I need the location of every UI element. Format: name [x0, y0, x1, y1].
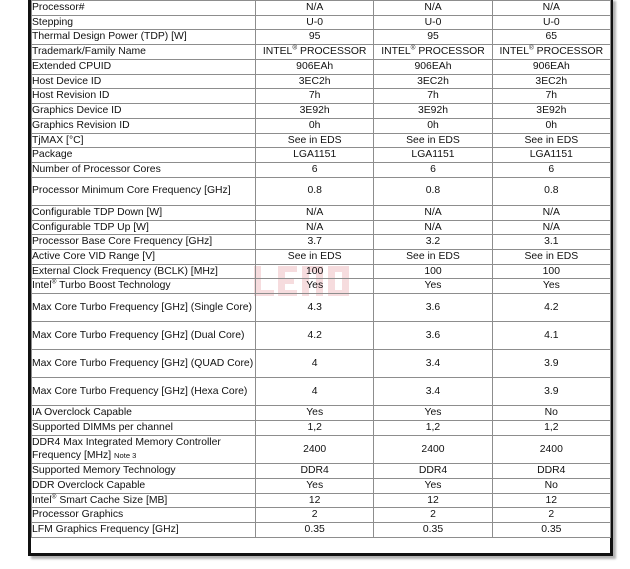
row-value: Yes	[374, 279, 492, 294]
table-row	[32, 250, 611, 265]
row-value: INTEL® PROCESSOR	[492, 45, 610, 60]
row-value: N/A	[492, 220, 610, 235]
row-value: LGA1151	[374, 148, 492, 163]
row-value: 6	[374, 163, 492, 178]
row-value: 3EC2h	[374, 74, 492, 89]
row-value: DDR4	[492, 464, 610, 479]
row-value: 7h	[256, 89, 374, 104]
table-row	[32, 350, 611, 378]
table-row	[32, 406, 611, 421]
table-row	[32, 378, 611, 406]
row-label: LFM Graphics Frequency [GHz]	[32, 523, 256, 538]
row-value: 1,2	[256, 420, 374, 435]
row-value: Yes	[256, 406, 374, 421]
table-row	[32, 420, 611, 435]
row-value: N/A	[374, 205, 492, 220]
row-label: TjMAX [°C]	[32, 133, 256, 148]
row-value: 0.35	[256, 523, 374, 538]
row-value: No	[492, 406, 610, 421]
row-label: Processor Base Core Frequency [GHz]	[32, 235, 256, 250]
row-value: 0.8	[374, 177, 492, 205]
row-label: Intel® Smart Cache Size [MB]	[32, 493, 256, 508]
row-label: Package	[32, 148, 256, 163]
row-value: U-0	[492, 15, 610, 30]
table-row	[32, 133, 611, 148]
row-value: 4.2	[492, 294, 610, 322]
row-value: Yes	[492, 279, 610, 294]
row-value: 3E92h	[492, 104, 610, 119]
table-row	[32, 118, 611, 133]
row-label: Configurable TDP Up [W]	[32, 220, 256, 235]
row-value: 3EC2h	[492, 74, 610, 89]
row-value: 0h	[374, 118, 492, 133]
row-label: Number of Processor Cores	[32, 163, 256, 178]
table-row	[32, 104, 611, 119]
row-label: External Clock Frequency (BCLK) [MHz]	[32, 264, 256, 279]
table-row	[32, 30, 611, 45]
row-label: Configurable TDP Down [W]	[32, 205, 256, 220]
row-value: 7h	[374, 89, 492, 104]
row-value: See in EDS	[374, 250, 492, 265]
row-label: Max Core Turbo Frequency [GHz] (QUAD Core)	[32, 350, 256, 378]
table-row	[32, 59, 611, 74]
row-value: 0.8	[492, 177, 610, 205]
row-value: 1,2	[492, 420, 610, 435]
row-label: Max Core Turbo Frequency [GHz] (Hexa Core)	[32, 378, 256, 406]
row-value: 4	[256, 350, 374, 378]
table-row	[32, 464, 611, 479]
row-value: See in EDS	[256, 133, 374, 148]
row-label: Host Revision ID	[32, 89, 256, 104]
table-row	[32, 1, 611, 16]
registered-mark-icon: ®	[51, 493, 57, 501]
table-row	[32, 15, 611, 30]
row-value: 95	[256, 30, 374, 45]
row-value: 2400	[256, 435, 374, 463]
table-row	[32, 74, 611, 89]
row-value: DDR4	[374, 464, 492, 479]
row-label: Trademark/Family Name	[32, 45, 256, 60]
table-row	[32, 235, 611, 250]
table-row	[32, 322, 611, 350]
table-row	[32, 264, 611, 279]
row-value: 3EC2h	[256, 74, 374, 89]
row-value: 2	[374, 508, 492, 523]
row-value: 2	[256, 508, 374, 523]
row-label: Processor Graphics	[32, 508, 256, 523]
table-body	[32, 1, 611, 538]
row-label: Graphics Device ID	[32, 104, 256, 119]
row-value: See in EDS	[374, 133, 492, 148]
table-row	[32, 435, 611, 463]
row-value: 6	[492, 163, 610, 178]
row-label: IA Overclock Capable	[32, 406, 256, 421]
row-value: 3E92h	[374, 104, 492, 119]
row-value: 906EAh	[492, 59, 610, 74]
row-value: 0.35	[492, 523, 610, 538]
row-value: 100	[374, 264, 492, 279]
row-value: U-0	[256, 15, 374, 30]
row-value: 95	[374, 30, 492, 45]
row-label: Max Core Turbo Frequency [GHz] (Dual Core)	[32, 322, 256, 350]
row-value: Yes	[256, 279, 374, 294]
row-value: 7h	[492, 89, 610, 104]
row-value: 0h	[492, 118, 610, 133]
row-value: 2	[492, 508, 610, 523]
row-label: DDR Overclock Capable	[32, 478, 256, 493]
row-value: 100	[492, 264, 610, 279]
row-label: Extended CPUID	[32, 59, 256, 74]
row-value: 3.6	[374, 322, 492, 350]
row-value: 3.9	[492, 350, 610, 378]
row-value: 65	[492, 30, 610, 45]
footnote-ref: Note 3	[114, 451, 137, 461]
row-label: Processor#	[32, 1, 256, 16]
row-value: See in EDS	[492, 250, 610, 265]
table-row	[32, 508, 611, 523]
row-value: INTEL® PROCESSOR	[374, 45, 492, 60]
row-value: 906EAh	[256, 59, 374, 74]
row-value: 3E92h	[256, 104, 374, 119]
row-value: N/A	[492, 1, 610, 16]
row-value: Yes	[256, 478, 374, 493]
row-label: Graphics Revision ID	[32, 118, 256, 133]
row-label: Host Device ID	[32, 74, 256, 89]
row-label: Intel® Turbo Boost Technology	[32, 279, 256, 294]
row-label: Supported DIMMs per channel	[32, 420, 256, 435]
row-value: 4.3	[256, 294, 374, 322]
row-value: LGA1151	[256, 148, 374, 163]
row-value: 3.4	[374, 350, 492, 378]
row-value: 6	[256, 163, 374, 178]
row-value: 2400	[374, 435, 492, 463]
table-row	[32, 220, 611, 235]
table-row	[32, 523, 611, 538]
row-value: 3.1	[492, 235, 610, 250]
row-value: 1,2	[374, 420, 492, 435]
row-label: Max Core Turbo Frequency [GHz] (Single Core)	[32, 294, 256, 322]
row-value: N/A	[374, 1, 492, 16]
row-value: 4.2	[256, 322, 374, 350]
row-label: Supported Memory Technology	[32, 464, 256, 479]
table-row	[32, 177, 611, 205]
row-value: N/A	[374, 220, 492, 235]
registered-mark-icon: ®	[529, 44, 534, 52]
table-row	[32, 493, 611, 508]
row-value: 4.1	[492, 322, 610, 350]
table-row	[32, 294, 611, 322]
row-label: Stepping	[32, 15, 256, 30]
table-row	[32, 89, 611, 104]
row-value: 906EAh	[374, 59, 492, 74]
processor-specification-table	[31, 0, 611, 538]
row-value: 0.35	[374, 523, 492, 538]
row-value: 3.2	[374, 235, 492, 250]
row-value: 4	[256, 378, 374, 406]
row-value: 0h	[256, 118, 374, 133]
row-label: Thermal Design Power (TDP) [W]	[32, 30, 256, 45]
registered-mark-icon: ®	[51, 279, 57, 287]
table-row	[32, 148, 611, 163]
row-value: 12	[256, 493, 374, 508]
row-value: INTEL® PROCESSOR	[256, 45, 374, 60]
row-value: 12	[374, 493, 492, 508]
row-value: 3.4	[374, 378, 492, 406]
row-value: N/A	[256, 220, 374, 235]
row-value: 12	[492, 493, 610, 508]
row-value: 3.7	[256, 235, 374, 250]
row-value: See in EDS	[256, 250, 374, 265]
row-label: Active Core VID Range [V]	[32, 250, 256, 265]
row-value: 3.9	[492, 378, 610, 406]
row-value: DDR4	[256, 464, 374, 479]
table-row	[32, 478, 611, 493]
row-value: N/A	[256, 1, 374, 16]
table-row	[32, 279, 611, 294]
row-value: U-0	[374, 15, 492, 30]
row-value: See in EDS	[492, 133, 610, 148]
registered-mark-icon: ®	[410, 44, 416, 52]
row-label: Processor Minimum Core Frequency [GHz]	[32, 177, 256, 205]
row-value: N/A	[256, 205, 374, 220]
row-value: 100	[256, 264, 374, 279]
table-row	[32, 205, 611, 220]
row-value: No	[492, 478, 610, 493]
row-value: 0.8	[256, 177, 374, 205]
table-row	[32, 45, 611, 60]
registered-mark-icon: ®	[292, 44, 298, 52]
row-value: LGA1151	[492, 148, 610, 163]
row-value: Yes	[374, 406, 492, 421]
table-row	[32, 163, 611, 178]
row-value: 3.6	[374, 294, 492, 322]
row-value: 2400	[492, 435, 610, 463]
row-label: DDR4 Max Integrated Memory Controller Frequency [MHz] Note 3	[32, 435, 256, 463]
row-value: Yes	[374, 478, 492, 493]
row-value: N/A	[492, 205, 610, 220]
